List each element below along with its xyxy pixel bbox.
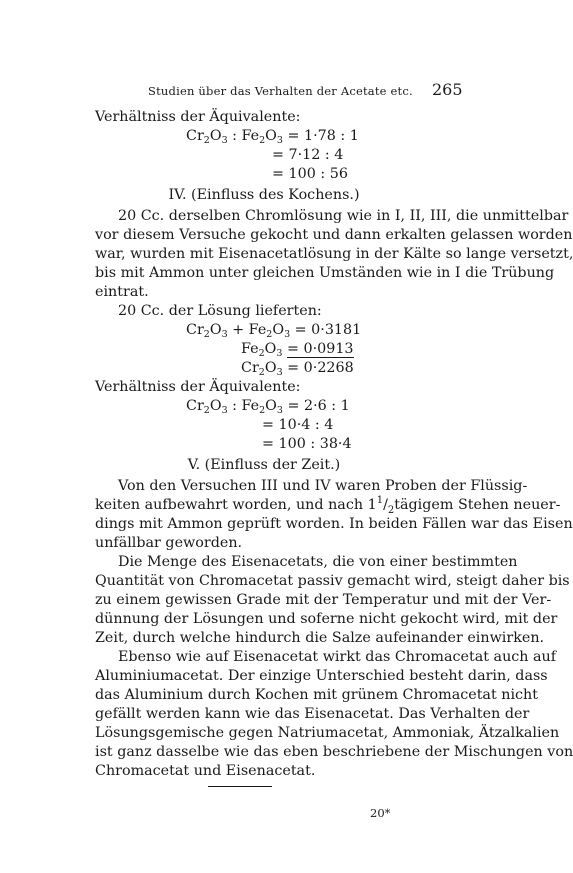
paragraph-line: Von den Versuchen III und IV waren Proben der Flüssig- [118,478,528,494]
yield-value-1: = 0·3181 [294,322,362,338]
ratio-value-2: = 10·4 : 4 [262,417,334,433]
end-rule [208,786,272,787]
paragraph-line: gefällt werden kann wie das Eisenacetat. Das Verhalten der [95,706,530,722]
paragraph-line: bis mit Ammon unter gleichen Umständen wie in I die Trübung [95,265,555,281]
ratio-value-1: = 2·6 : 1 [287,398,350,414]
yield-intro: 20 Cc. der Lösung lieferten: [118,303,322,319]
paragraph-line: Die Menge des Eisenacetats, die von einer bestimmten [118,554,518,570]
paragraph-line: Zeit, durch welche hindurch die Salze aufeinander einwirken. [95,630,545,646]
signature-mark: 20* [370,806,391,820]
ratio-value-3: = 100 : 56 [272,166,348,182]
paragraph-line: Ebenso wie auf Eisenacetat wirkt das Chromacetat auch auf [118,649,557,665]
paragraph-line: zu einem gewissen Grade mit der Temperatur und mit der Ver- [95,592,552,608]
yield-formula-1: $Cr_2O_3 + Fe_2O_3 = 0\cdot 3181$ [186,322,362,340]
ratio-formula-1: $Cr_2O_3$ : $Fe_2O_3 = 1\cdot 78$ : 1 [186,128,359,146]
yield-value-3: = 0·2268 [287,360,354,376]
section-heading-v: V. (Einfluss der Zeit.) [187,457,341,473]
ratio-value-1: = 1·78 : 1 [287,128,359,144]
paragraph-line: das Aluminium durch Kochen mit grünem Chromacetat nicht [95,687,538,703]
ratio-intro: Verhältniss der Äquivalente: [95,109,301,125]
yield-value-2: = 0·0913 [286,341,354,357]
yield-formula-3: $Cr_2O_3 = 0\cdot 2268$ [241,360,354,378]
page-number: 265 [432,80,463,99]
ratio-formula-2: $Cr_2O_3$ : $Fe_2O_3 = 2\cdot 6$ : 1 [186,398,350,416]
ratio-value-2: = 7·12 : 4 [272,147,344,163]
section-heading-iv: IV. (Einfluss des Kochens.) [168,187,360,203]
paragraph-line: ist ganz dasselbe wie das eben beschriebene der Mischungen von [95,744,573,760]
paragraph-line: dünnung der Lösungen und soferne nicht gekocht wird, mit der [95,611,558,627]
running-header: Studien über das Verhalten der Acetate etc. [148,84,413,98]
paragraph-line-fraction: keiten aufbewahrt worden, und nach $1^1/_2tägigem$ Stehen neuer- [95,495,561,516]
paragraph-line: Lösungsgemische gegen Natriumacetat, Ammoniak, Ätzalkalien [95,725,560,741]
paragraph-line: unfällbar geworden. [95,535,243,551]
paragraph-line: 20 Cc. derselben Chromlösung wie in I, II, III, die unmittelbar [118,208,569,224]
paragraph-line: dings mit Ammon geprüft worden. In beiden Fällen war das Eisen [95,516,573,532]
ratio-value-3: = 100 : 38·4 [262,436,352,452]
yield-formula-2: $Fe_2O_3 = 0\cdot 0913$ [241,341,354,359]
paragraph-line: war, wurden mit Eisenacetatlösung in der Kälte so lange versetzt, [95,246,573,262]
paragraph-line: eintrat. [95,284,149,300]
paragraph-line: Quantität von Chromacetat passiv gemacht wird, steigt daher bis [95,573,570,589]
paragraph-line: vor diesem Versuche gekocht und dann erkalten gelassen worden [95,227,573,243]
paragraph-line: Chromacetat und Eisenacetat. [95,763,316,779]
ratio-intro: Verhältniss der Äquivalente: [95,379,301,395]
paragraph-line: Aluminiumacetat. Der einzige Unterschied besteht darin, dass [95,668,548,684]
